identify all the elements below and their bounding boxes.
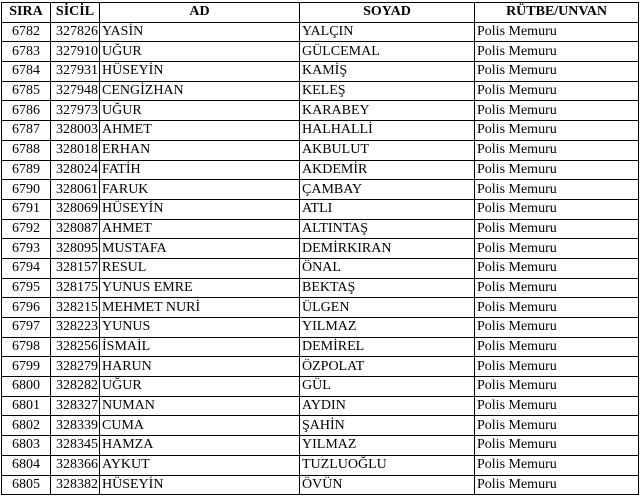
- table-row: [2, 42, 639, 62]
- cell-sicil: 328003: [51, 121, 100, 141]
- header-sira: SIRA: [2, 3, 51, 23]
- header-rutbe: RÜTBE/UNVAN: [475, 3, 639, 23]
- cell-sicil: 328339: [51, 416, 100, 436]
- table-row: [2, 337, 639, 357]
- cell-soyad: ÖZPOLAT: [300, 357, 475, 377]
- table-row: [2, 140, 639, 160]
- cell-ad: HÜSEYİN: [100, 199, 300, 219]
- cell-sira: 6791: [2, 199, 51, 219]
- cell-sicil: 328215: [51, 298, 100, 318]
- cell-soyad: YILMAZ: [300, 436, 475, 456]
- header-soyad: SOYAD: [300, 3, 475, 23]
- cell-sicil: 328061: [51, 180, 100, 200]
- table-row: [2, 318, 639, 338]
- cell-soyad: DEMİREL: [300, 337, 475, 357]
- cell-ad: YUNUS EMRE: [100, 278, 300, 298]
- cell-ad: RESUL: [100, 258, 300, 278]
- cell-sicil: 327910: [51, 42, 100, 62]
- cell-soyad: KAMİŞ: [300, 62, 475, 82]
- cell-sira: 6789: [2, 160, 51, 180]
- table-row: [2, 199, 639, 219]
- cell-sira: 6785: [2, 81, 51, 101]
- table-row: [2, 160, 639, 180]
- table-row: [2, 436, 639, 456]
- cell-sicil: 327826: [51, 22, 100, 42]
- cell-rutbe: Polis Memuru: [475, 436, 639, 456]
- cell-ad: HÜSEYİN: [100, 475, 300, 495]
- cell-rutbe: Polis Memuru: [475, 278, 639, 298]
- cell-sira: 6788: [2, 140, 51, 160]
- table-row: [2, 81, 639, 101]
- cell-rutbe: Polis Memuru: [475, 42, 639, 62]
- header-sicil: SİCİL: [51, 3, 100, 23]
- cell-soyad: BEKTAŞ: [300, 278, 475, 298]
- cell-ad: FARUK: [100, 180, 300, 200]
- cell-soyad: ALTINTAŞ: [300, 219, 475, 239]
- cell-rutbe: Polis Memuru: [475, 357, 639, 377]
- personnel-table: [1, 2, 639, 495]
- cell-ad: UĞUR: [100, 42, 300, 62]
- cell-rutbe: Polis Memuru: [475, 416, 639, 436]
- cell-sicil: 328175: [51, 278, 100, 298]
- cell-ad: YASİN: [100, 22, 300, 42]
- cell-soyad: AKDEMİR: [300, 160, 475, 180]
- table-row: [2, 396, 639, 416]
- cell-soyad: ÖVÜN: [300, 475, 475, 495]
- header-ad: AD: [100, 3, 300, 23]
- cell-sira: 6793: [2, 239, 51, 259]
- cell-soyad: AKBULUT: [300, 140, 475, 160]
- cell-sira: 6801: [2, 396, 51, 416]
- table-row: [2, 357, 639, 377]
- cell-sicil: 328018: [51, 140, 100, 160]
- header-row: [2, 3, 639, 23]
- cell-soyad: GÜLCEMAL: [300, 42, 475, 62]
- cell-soyad: KELEŞ: [300, 81, 475, 101]
- cell-sira: 6786: [2, 101, 51, 121]
- table-row: [2, 239, 639, 259]
- cell-sicil: 328223: [51, 318, 100, 338]
- cell-ad: AHMET: [100, 219, 300, 239]
- cell-sira: 6790: [2, 180, 51, 200]
- table-row: [2, 180, 639, 200]
- cell-rutbe: Polis Memuru: [475, 258, 639, 278]
- cell-sira: 6802: [2, 416, 51, 436]
- cell-rutbe: Polis Memuru: [475, 219, 639, 239]
- cell-soyad: HALHALLİ: [300, 121, 475, 141]
- cell-sicil: 328157: [51, 258, 100, 278]
- table-row: [2, 22, 639, 42]
- cell-soyad: KARABEY: [300, 101, 475, 121]
- cell-sira: 6803: [2, 436, 51, 456]
- cell-rutbe: Polis Memuru: [475, 140, 639, 160]
- cell-sicil: 328345: [51, 436, 100, 456]
- cell-sira: 6787: [2, 121, 51, 141]
- cell-soyad: YALÇIN: [300, 22, 475, 42]
- cell-sicil: 328095: [51, 239, 100, 259]
- cell-sira: 6798: [2, 337, 51, 357]
- table-body: [2, 22, 639, 495]
- table-row: [2, 101, 639, 121]
- cell-sicil: 328366: [51, 455, 100, 475]
- cell-rutbe: Polis Memuru: [475, 318, 639, 338]
- cell-sicil: 327973: [51, 101, 100, 121]
- cell-sicil: 328256: [51, 337, 100, 357]
- table-row: [2, 377, 639, 397]
- cell-sira: 6797: [2, 318, 51, 338]
- cell-sira: 6795: [2, 278, 51, 298]
- cell-rutbe: Polis Memuru: [475, 396, 639, 416]
- cell-soyad: ÜLGEN: [300, 298, 475, 318]
- cell-rutbe: Polis Memuru: [475, 81, 639, 101]
- cell-rutbe: Polis Memuru: [475, 62, 639, 82]
- cell-rutbe: Polis Memuru: [475, 455, 639, 475]
- cell-ad: ERHAN: [100, 140, 300, 160]
- cell-sira: 6805: [2, 475, 51, 495]
- cell-rutbe: Polis Memuru: [475, 377, 639, 397]
- cell-sira: 6799: [2, 357, 51, 377]
- cell-ad: AHMET: [100, 121, 300, 141]
- cell-sicil: 328279: [51, 357, 100, 377]
- cell-rutbe: Polis Memuru: [475, 22, 639, 42]
- cell-soyad: ŞAHİN: [300, 416, 475, 436]
- cell-sira: 6796: [2, 298, 51, 318]
- cell-rutbe: Polis Memuru: [475, 121, 639, 141]
- cell-sira: 6792: [2, 219, 51, 239]
- cell-sicil: 328024: [51, 160, 100, 180]
- cell-ad: UĞUR: [100, 101, 300, 121]
- cell-soyad: ÖNAL: [300, 258, 475, 278]
- cell-ad: FATİH: [100, 160, 300, 180]
- cell-sira: 6784: [2, 62, 51, 82]
- cell-sira: 6804: [2, 455, 51, 475]
- cell-rutbe: Polis Memuru: [475, 475, 639, 495]
- cell-sira: 6782: [2, 22, 51, 42]
- cell-soyad: AYDIN: [300, 396, 475, 416]
- cell-ad: UĞUR: [100, 377, 300, 397]
- cell-ad: HARUN: [100, 357, 300, 377]
- table-row: [2, 278, 639, 298]
- cell-rutbe: Polis Memuru: [475, 298, 639, 318]
- cell-sicil: 328087: [51, 219, 100, 239]
- table-row: [2, 62, 639, 82]
- cell-soyad: ATLI: [300, 199, 475, 219]
- cell-ad: CUMA: [100, 416, 300, 436]
- cell-sicil: 327948: [51, 81, 100, 101]
- cell-sira: 6800: [2, 377, 51, 397]
- table-header: [2, 3, 639, 23]
- cell-rutbe: Polis Memuru: [475, 239, 639, 259]
- cell-rutbe: Polis Memuru: [475, 199, 639, 219]
- cell-rutbe: Polis Memuru: [475, 160, 639, 180]
- cell-soyad: ÇAMBAY: [300, 180, 475, 200]
- table-row: [2, 121, 639, 141]
- cell-sira: 6794: [2, 258, 51, 278]
- cell-sira: 6783: [2, 42, 51, 62]
- cell-ad: MUSTAFA: [100, 239, 300, 259]
- table-row: [2, 298, 639, 318]
- cell-soyad: GÜL: [300, 377, 475, 397]
- table-row: [2, 455, 639, 475]
- cell-ad: HÜSEYİN: [100, 62, 300, 82]
- cell-ad: AYKUT: [100, 455, 300, 475]
- cell-rutbe: Polis Memuru: [475, 180, 639, 200]
- cell-rutbe: Polis Memuru: [475, 101, 639, 121]
- cell-ad: CENGİZHAN: [100, 81, 300, 101]
- table-row: [2, 258, 639, 278]
- cell-ad: MEHMET NURİ: [100, 298, 300, 318]
- table-row: [2, 416, 639, 436]
- cell-soyad: YILMAZ: [300, 318, 475, 338]
- cell-sicil: 328327: [51, 396, 100, 416]
- cell-ad: İSMAİL: [100, 337, 300, 357]
- cell-sicil: 328069: [51, 199, 100, 219]
- cell-ad: HAMZA: [100, 436, 300, 456]
- cell-rutbe: Polis Memuru: [475, 337, 639, 357]
- table-row: [2, 219, 639, 239]
- cell-ad: NUMAN: [100, 396, 300, 416]
- cell-sicil: 327931: [51, 62, 100, 82]
- table-row: [2, 475, 639, 495]
- cell-soyad: DEMİRKIRAN: [300, 239, 475, 259]
- cell-soyad: TUZLUOĞLU: [300, 455, 475, 475]
- cell-ad: YUNUS: [100, 318, 300, 338]
- cell-sicil: 328282: [51, 377, 100, 397]
- cell-sicil: 328382: [51, 475, 100, 495]
